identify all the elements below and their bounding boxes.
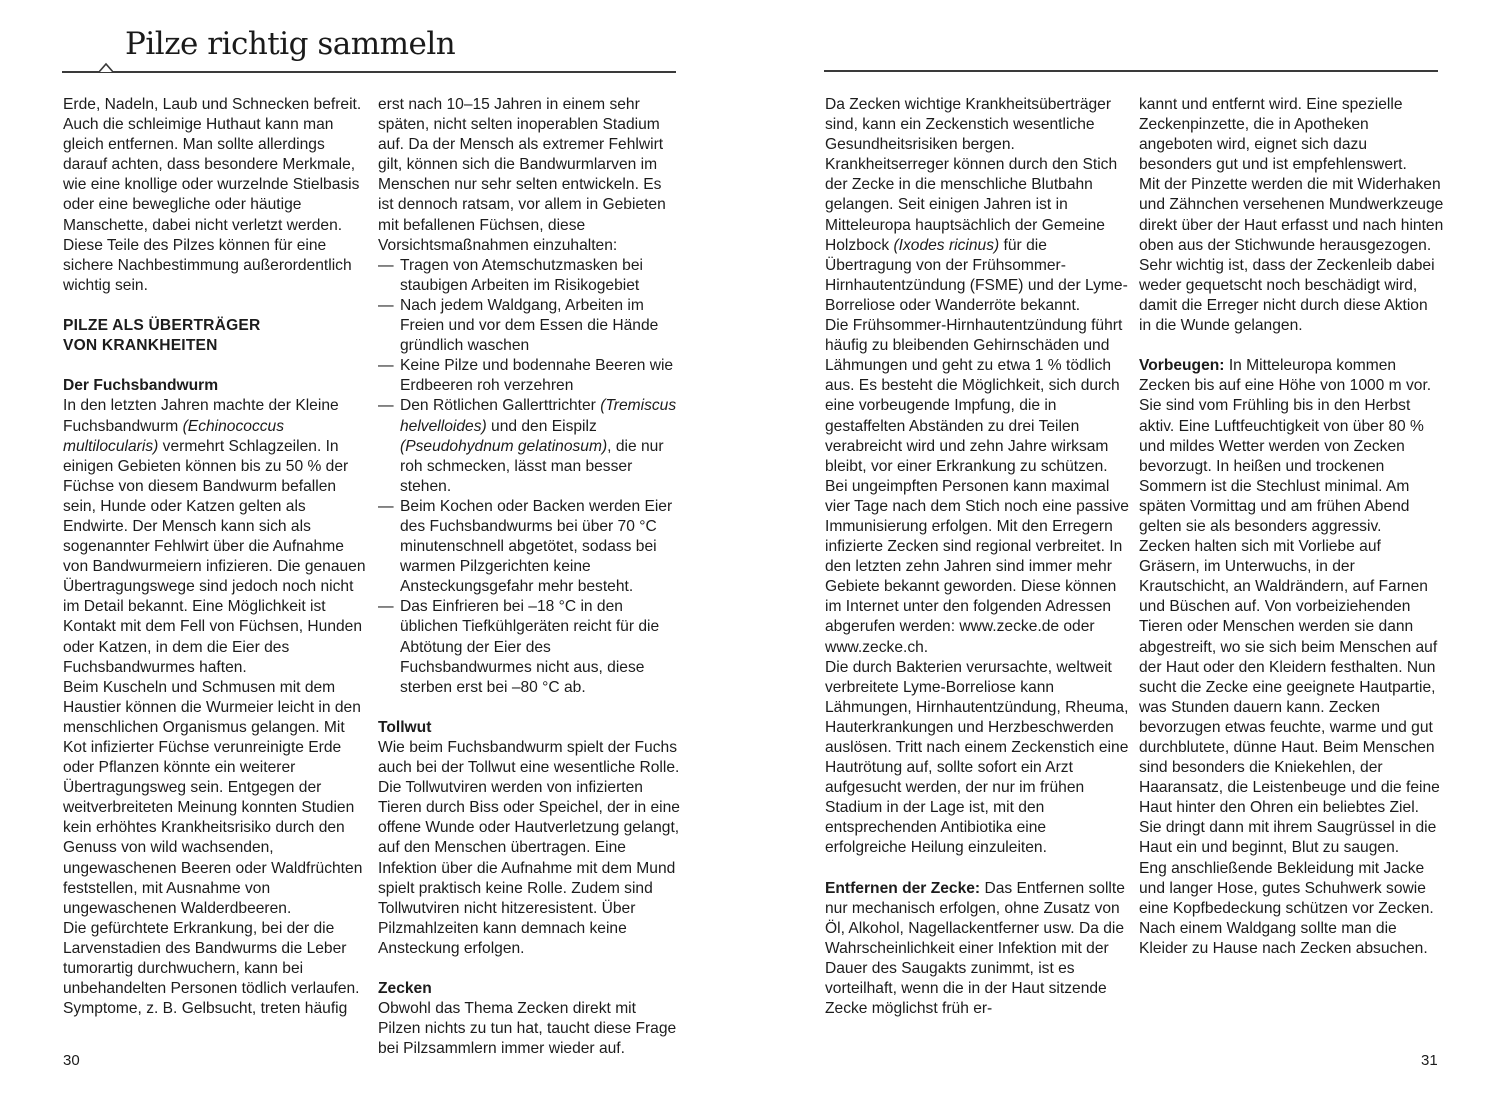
subheading-zecken: Zecken <box>378 980 432 998</box>
header-notch-icon <box>99 62 113 74</box>
paragraph: Die gefürchtete Erkrankung, bei der die Larvenstadien des Bandwurms die Leber tumorartig durchwuchern, kann bei unbehandelten Personen tödlich verlaufen. Symptome, z. B. Gelbsucht, treten häufig <box>63 919 360 1018</box>
list-item: — Beim Kochen oder Backen werden Eier des Fuchsbandwurms bei über 70 °C minutenschnell abgetötet, sodass bei warmen Pilzgerichten keine Ansteckungsgefahr mehr besteht. <box>378 497 673 596</box>
section-heading: PILZE ALS ÜBERTRÄGER VON KRANKHEITEN <box>63 317 261 355</box>
subheading-fuchsbandwurm: Der Fuchsbandwurm <box>63 377 219 395</box>
paragraph: In den letzten Jahren machte der Kleine Fuchsbandwurm (Echinococcus multilocularis) vermehrt Schlagzeilen. In einigen Gebieten können bis zu 50 % der Füchse von diesem Bandwurm befallen sein, Hunde oder Katzen gelten als Endwirte. Der Mensch kann sich als sogenannter Fehlwirt über die Aufnahme von Bandwurmeiern infizieren. Die genauen Übertragungswege sind jedoch noch nicht im Detail bekannt. Eine Möglichkeit ist Kontakt mit dem Fell von Füchsen, Hunden oder Katzen, in dem die Eier des Fuchsbandwurmes haften. <box>63 397 366 676</box>
latin-name: (Pseudohydnum gelatinosum) <box>400 437 608 455</box>
list-item: — Nach jedem Waldgang, Arbeiten im Freien und vor dem Essen die Hände gründlich waschen <box>378 296 659 355</box>
subheading-tollwut: Tollwut <box>378 718 432 736</box>
column-2 <box>378 95 680 1060</box>
paragraph: Beim Kuscheln und Schmusen mit dem Haustier können die Wurmeier leicht in den menschlichen Organismus gelangen. Mit Kot infizierter Füchse verunreinigte Erde oder Pflanzen könnte ein weiterer Übertragungsweg sein. Entgegen der weitverbreiteten Meinung konnten Studien kein erhöhtes Krankheitsrisiko durch den Genuss von wild wachsenden, ungewaschenen Beeren oder Waldfrüchten feststellen, mit Ausnahme von ungewaschenen Walderdbeeren. <box>63 678 363 917</box>
inline-heading-entfernen: Entfernen der Zecke: <box>825 879 981 897</box>
paragraph: Die Frühsommer-Hirnhautentzündung führt häufig zu bleibenden Gehirnschäden und Lähmungen und geht zu etwa 1 % tödlich aus. Es besteht die Möglichkeit, sich durch eine vorbeugende Impfung, die in gestaffelten Abständen zu drei Teilen verabreicht wird und zehn Jahre wirksam bleibt, vor einer Erkrankung zu schützen. Bei ungeimpften Personen kann maximal vier Tage nach dem Stich noch eine passive Immunisierung erfolgen. Mit den Erregern infizierte Zecken sind regional verbreitet. In den letzten zehn Jahren sind immer mehr Gebiete bekannt geworden. Diese können im Internet unter den folgenden Adressen abgerufen werden: www.zecke.de oder www.zecke.ch. <box>825 317 1129 656</box>
paragraph: Vorbeugen: In Mitteleuropa kommen Zecken bis auf eine Höhe von 1000 m vor. Sie sind vom Frühling bis in den Herbst aktiv. Eine Luftfeuchtigkeit von über 80 % und mildes Wetter werden von Zecken bevorzugt. In heißen und trockenen Sommern ist die Stechlust minimal. Am späten Vormittag und am frühen Abend gelten sie als besonders aggressiv. <box>1139 357 1432 535</box>
list-item: — Den Rötlichen Gallerttrichter (Tremiscus helvelloides) und den Eispilz (Pseudohydnum gelatinosum), die nur roh schmecken, lässt man besser stehen. <box>378 397 677 495</box>
page-number: 31 <box>1421 1052 1438 1069</box>
chapter-title: Pilze richtig sammeln <box>125 26 456 62</box>
latin-name: (Echinococcus multilocularis) <box>63 417 285 455</box>
paragraph: Obwohl das Thema Zecken direkt mit Pilzen nichts zu tun hat, taucht diese Frage bei Pilzsammlern immer wieder auf. <box>378 1000 677 1058</box>
list-item: — Tragen von Atemschutzmasken bei staubigen Arbeiten im Risikogebiet <box>378 256 643 294</box>
header-rule-left <box>62 71 676 73</box>
list-item: — Keine Pilze und bodennahe Beeren wie Erdbeeren roh verzehren <box>378 357 674 395</box>
latin-name: (Ixodes ricinus) <box>893 236 1000 254</box>
column-3 <box>825 95 1130 1019</box>
column-4 <box>1139 95 1444 959</box>
paragraph: Die durch Bakterien verursachte, weltweit verbreitete Lyme-Borreliose kann Lähmungen, Hirnhautentzündung, Rheuma, Hauterkrankungen und Herzbeschwerden auslösen. Tritt nach einem Zeckenstich eine Hautrötung auf, sollte sofort ein Arzt aufgesucht werden, der nur im frühen Stadium in der Lage ist, mit den entsprechenden Antibiotika eine erfolgreiche Heilung einzuleiten. <box>825 658 1129 857</box>
paragraph: Mit der Pinzette werden die mit Widerhaken und Zähnchen versehenen Mundwerkzeuge direkt über der Haut erfasst und nach hinten oben aus der Stichwunde herausgezogen. Sehr wichtig ist, dass der Zeckenleib dabei weder gequetscht noch beschädigt wird, damit die Erreger nicht durch diese Aktion in die Wunde gelangen. <box>1139 176 1444 335</box>
paragraph: kannt und entfernt wird. Eine spezielle Zeckenpinzette, die in Apotheken angeboten wird, eignet sich dazu besonders gut und ist empfehlenswert. <box>1139 96 1407 174</box>
inline-heading-vorbeugen: Vorbeugen: <box>1139 357 1225 375</box>
list-item: — Das Einfrieren bei –18 °C in den üblichen Tiefkühlgeräten reicht für die Abtötung der Eier des Fuchsbandwurmes nicht aus, diese sterben erst bei –80 °C ab. <box>378 598 660 696</box>
header-rule-right <box>824 70 1438 72</box>
precaution-list <box>378 256 680 698</box>
paragraph: Wie beim Fuchsbandwurm spielt der Fuchs auch bei der Tollwut eine wesentliche Rolle. Die Tollwutviren werden von infizierten Tieren durch Biss oder Speichel, der in eine offene Wunde oder Hautverletzung gelangt, auf den Menschen übertragen. Eine Infektion über die Aufnahme mit dem Mund spielt praktisch keine Rolle. Zudem sind Tollwutviren nicht hitzeresistent. Über Pilzmahlzeiten kann demnach keine Ansteckung erfolgen. <box>378 739 680 957</box>
right-page <box>750 0 1500 1097</box>
latin-name: (Tremiscus helvelloides) <box>400 397 677 435</box>
paragraph: Eng anschließende Bekleidung mit Jacke und langer Hose, gutes Schuhwerk sowie eine Kopfbedeckung schützen vor Zecken. Nach einem Waldgang sollte man die Kleider zu Hause nach Zecken absuchen. <box>1139 859 1434 957</box>
paragraph: erst nach 10–15 Jahren in einem sehr späten, nicht selten inoperablen Stadium auf. Da der Mensch als extremer Fehlwirt gilt, können sich die Bandwurmlarven im Menschen nur sehr selten entwickeln. Es ist dennoch ratsam, vor allem in Gebieten mit befallenen Füchsen, diese Vorsichtsmaßnahmen einzuhalten: <box>378 96 666 254</box>
paragraph: Da Zecken wichtige Krankheitsüberträger sind, kann ein Zeckenstich wesentliche Gesundheitsrisiken bergen. Krankheitserreger können durch den Stich der Zecke in die menschliche Blutbahn gelangen. Seit einigen Jahren ist in Mitteleuropa hauptsächlich der Gemeine Holzbock (Ixodes ricinus) für die Übertragung von der Frühsommer-Hirnhautentzündung (FSME) und der Lyme-Borreliose oder Wanderröte bekannt. <box>825 96 1128 314</box>
column-1 <box>63 95 368 1019</box>
paragraph: Zecken halten sich mit Vorliebe auf Gräsern, im Unterwuchs, in der Krautschicht, an Waldrändern, auf Farnen und Büschen auf. Von vorbeiziehenden Tieren oder Menschen werden sie dann abgestreift, wo sie sich beim Menschen auf der Haut oder den Kleidern festhalten. Nun sucht die Zecke eine geeignete Hautpartie, was Stunden dauern kann. Zecken bevorzugen etwas feuchte, warme und gut durchblutete, dünne Haut. Beim Menschen sind besonders die Kniekehlen, der Haaransatz, die Leistenbeuge und die feine Haut hinter den Ohren ein beliebtes Ziel. Sie dringt dann mit ihrem Saugrüssel in die Haut ein und beginnt, Blut zu saugen. <box>1139 538 1440 857</box>
page-number: 30 <box>63 1052 80 1069</box>
paragraph: Entfernen der Zecke: Das Entfernen sollte nur mechanisch erfolgen, ohne Zusatz von Öl, Alkohol, Nagellackentferner usw. Da die Wahrscheinlichkeit einer Infektion mit der Dauer des Saugakts zunimmt, ist es vorteilhaft, wenn die in der Haut sitzende Zecke möglichst früh er- <box>825 879 1125 1018</box>
paragraph: Erde, Nadeln, Laub und Schnecken befreit. Auch die schleimige Huthaut kann man gleich entfernen. Man sollte allerdings darauf achten, dass besondere Merkmale, wie eine knollige oder wurzelnde Stielbasis oder eine bewegliche oder häutige Manschette, dabei nicht verletzt werden. Diese Teile des Pilzes können für eine sichere Nachbestimmung außerordentlich wichtig sein. <box>63 96 362 294</box>
